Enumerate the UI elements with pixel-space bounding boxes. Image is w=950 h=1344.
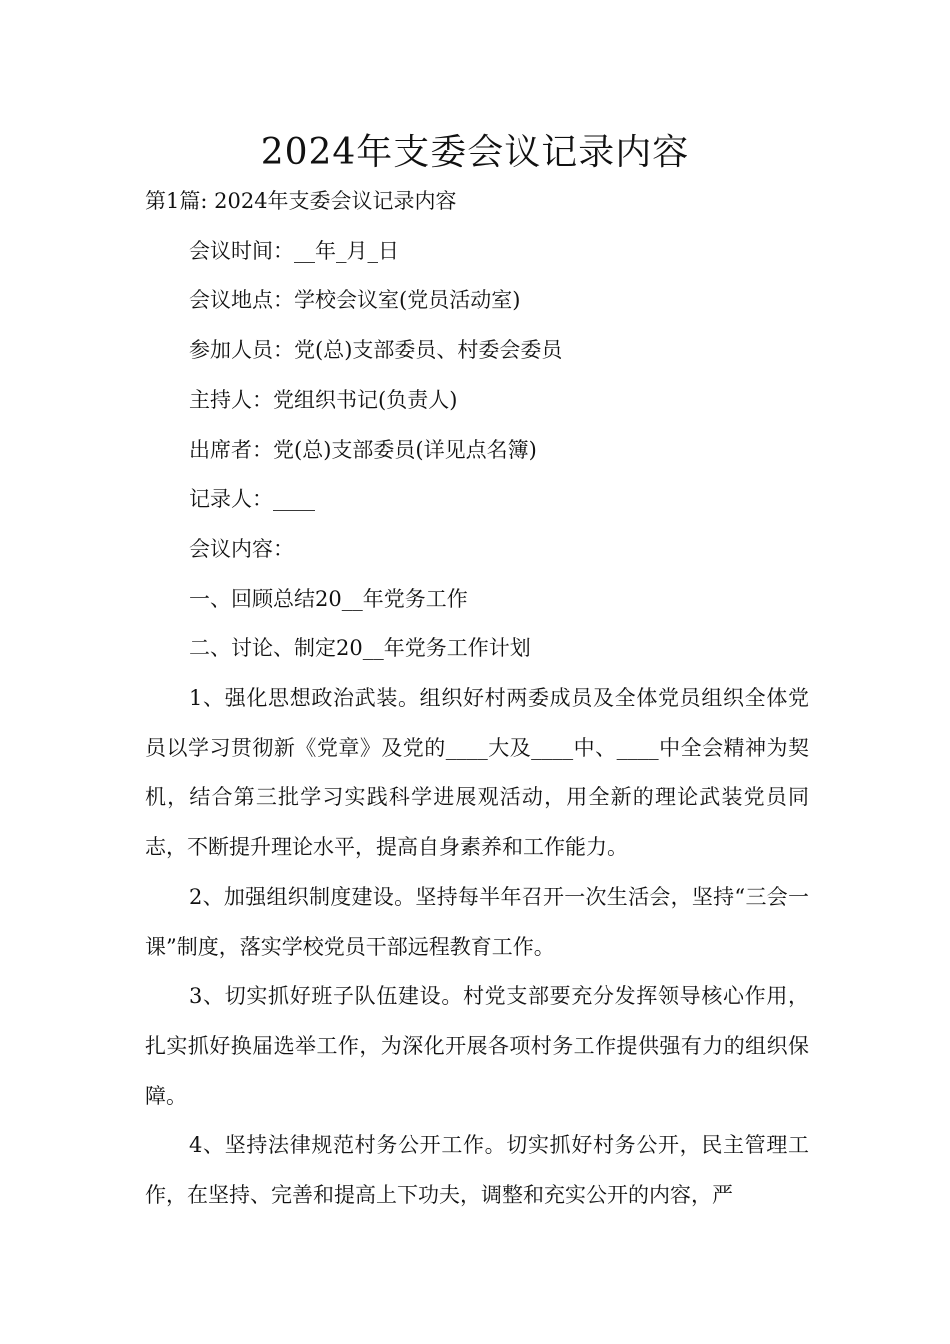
meeting-participants: 参加人员：党(总)支部委员、村委会委员: [189, 338, 563, 363]
plan-paragraph-1: 1、强化思想政治武装。组织好村两委成员及全体党员组织全体党员以学习贯彻新《党章》及党的____大及____中、____中全会精神为契机，结合第三批学习实践科学进展观活动，用全新的理论武装党员同志，不断提升理论水平，提高自身素养和工作能力。: [145, 686, 809, 860]
agenda-item-1: 一、回顾总结20__年党务工作: [189, 586, 468, 611]
section-heading: 第1篇: 2024年支委会议记录内容: [145, 189, 457, 213]
document-title: 2024年支委会议记录内容: [260, 132, 690, 173]
meeting-host: 主持人：党组织书记(负责人): [189, 387, 458, 412]
plan-paragraph-3: 3、切实抓好班子队伍建设。村党支部要充分发挥领导核心作用，扎实抓好换届选举工作，为深化开展各项村务工作提供强有力的组织保障。: [145, 984, 809, 1108]
meeting-time: 会议时间：__年_月_日: [189, 238, 399, 263]
meeting-location: 会议地点：学校会议室(党员活动室): [189, 288, 521, 313]
agenda-item-2: 二、讨论、制定20__年党务工作计划: [189, 636, 531, 661]
meeting-recorder: 记录人：____: [189, 487, 315, 512]
meeting-attendees: 出席者：党(总)支部委员(详见点名簿): [189, 437, 537, 462]
document-body: [145, 177, 809, 1221]
plan-paragraph-2: 2、加强组织制度建设。坚持每半年召开一次生活会，坚持“三会一课”制度，落实学校党员干部远程教育工作。: [145, 884, 809, 959]
meeting-content-label: 会议内容：: [189, 536, 294, 561]
plan-paragraph-4: 4、坚持法律规范村务公开工作。切实抓好村务公开，民主管理工作，在坚持、完善和提高上下功夫，调整和充实公开的内容，严: [145, 1133, 809, 1208]
